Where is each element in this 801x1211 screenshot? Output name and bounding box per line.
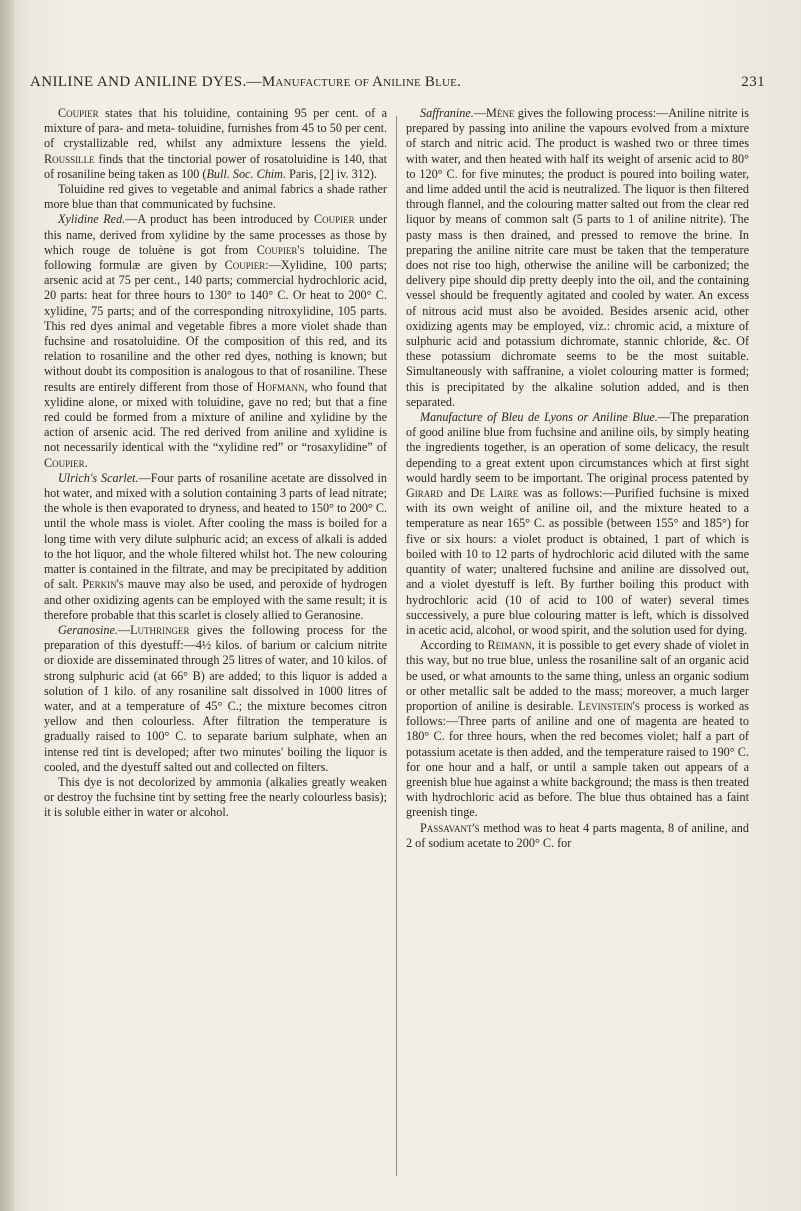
left-column <box>44 106 387 1191</box>
paragraph-ulrichs-scarlet: Ulrich's Scarlet.—Four parts of rosaniline acetate are dissolved in hot water, and mixed with a solution containing 3 parts of lead nitrate; the whole is then evaporated to dryness, and heated to 150° to 200° C. until the whole mass is violet. After cooling the mass is boiled for a long time with very dilute sulphuric acid; an excess of alkali is added to the hot liquor, and the whole filtered whilst hot. The new colouring matter is contained in the filtrate, and may be precipitated by addition of salt. Perkin's mauve may also be used, and peroxide of hydrogen and other oxidizing agents can be employed with the same result; it is therefore probable that this scarlet is closely allied to Geranosine. <box>44 470 387 622</box>
paragraph-reimann-levinstein: According to Reimann, it is possible to get every shade of violet in this way, but no true blue, unless the rosaniline salt of an organic acid be used, or what amounts to the same thing, unless an organic sodium or other metallic salt be added to the mass; moreover, a much larger proportion of aniline is desirable. Levinstein's process is worked as follows:—Three parts of aniline and one of magenta are heated to 180° C. for three hours, when the red becomes violet; half a part of potassium acetate is then added, and the temperature raised to 190° C. for one hour and a half, or until a sample taken out appears of a greenish blue hue against a white background; the mass is then treated with hydrochloric acid as before. The blue thus obtained has a faint greenish tinge. <box>406 638 749 820</box>
running-header <box>30 74 765 96</box>
paragraph-geranosine: Geranosine.—Luthringer gives the following process for the preparation of this dyestuff:—4½ kilos. of barium or calcium nitrite or dioxide are disseminated through 25 litres of water, and 10 kilos. of strong sulphuric acid (at 66° B) are added; to this liquor is added a solution of 1 kilo. of any rosaniline salt dissolved in 1000 litres of water, and at a temperature of 45° C.; the mixture becomes citron yellow and then colourless. After filtration the temperature is gradually raised to 100° C. to separate barium sulphate, when an intense red tint is developed; after two minutes' boiling the liquor is cooled, and the dyestuff salted out and collected on filters. <box>44 622 387 774</box>
paragraph-xylidine-red: Xylidine Red.—A product has been introduced by Coupier under this name, derived from xylidine by the same processes as those by which rouge de toluène is got from Coupier's toluidine. The following formulæ are given by Coupier:—Xylidine, 100 parts; arsenic acid at 75 per cent., 140 parts; commercial hydrochloric acid, 20 parts: heat for three hours to 130° to 140° C. Or heat to 200° C. xylidine, 75 parts; and of the corresponding nitroxylidine, 105 parts. This red dyes animal and vegetable fibres a more violet shade than fuchsine and rosatoluidine. Of the composition of this red, and its relation to rosaniline and the other red dyes, nothing is known; but without doubt its composition is analogous to that of rosaniline. These results are entirely different from those of Hofmann, who found that xylidine alone, or mixed with toluidine, gave no red; but that a fine red could be formed from a mixture of aniline and xylidine by the action of arsenic acid. The red derived from aniline and xylidine is not necessarily identical with the “xylidine red” or “rosaxylidine” of Coupier. <box>44 212 387 470</box>
running-title: ANILINE AND ANILINE DYES. <box>30 74 247 90</box>
column-divider <box>396 116 397 1176</box>
paragraph-bleu-de-lyons: Manufacture of Bleu de Lyons or Aniline Blue.—The preparation of good aniline blue from fuchsine and aniline oils, by simply heating the ingredients together, is an operation of some delicacy, the result depending to a great extent upon circumstances which at first sight would hardly seem to be important. The original process patented by Girard and De Laire was as follows:—Purified fuchsine is mixed with its own weight of aniline oil, and the mixture heated to a temperature as near 165° C. as possible (between 155° and 185°) for five or six hours: a violet product is obtained, 1 part of which is boiled with 10 to 12 parts of hydrochloric acid diluted with the same quantity of water; unaltered fuchsine and aniline are dissolved out, and a violet dyestuff is left. By further boiling this product with hydrochloric acid (10 of acid to 100 of water) several times successively, a pure blue colouring matter is left, which is dissolved in acetic acid, alcohol, or wood spirit, and the solution used for dying. <box>406 410 749 637</box>
paragraph-saffranine: Saffranine.—Mène gives the following process:—Aniline nitrite is prepared by passing into aniline the vapours evolved from a mixture of starch and nitric acid. The product is washed two or three times with water, and then heated with half its weight of arsenic acid to 80° to 120° C. for five minutes; the product is poured into boiling water, and lime added until the acid is neutralized. The liquor is then filtered through flannel, and the colouring matter salted out from the clear red liquor by means of common salt (5 parts to 1 of aniline nitrite). The pasty mass is then drained, and pressed to remove the brine. In preparing the aniline nitrite care must be taken that the temperature does not rise too high, otherwise the aniline will be carbonized; the delivery pipe should dip pretty deeply into the oil, and the containing vessel should be frequently agitated and cooled by water. An excess of nitrous acid must also be avoided. Besides arsenic acid, other oxidizing agents may be employed, viz.: chromic acid, a mixture of sulphuric acid and potassium dichromate, stannic chloride, &c. Of these potassium dichromate seems to be the most suitable. Simultaneously with saffranine, a violet colouring matter is formed; this is precipitated by the alkaline solution added, and is then separated. <box>406 106 749 409</box>
paragraph-passavant: Passavant's method was to heat 4 parts magenta, 8 of aniline, and 2 of sodium acetate to 200° C. for <box>406 820 749 850</box>
section-title: —Manufacture of Aniline Blue. <box>246 74 462 90</box>
paragraph-geranosine-properties: This dye is not decolorized by ammonia (alkalies greatly weaken or destroy the fuchsine tint by setting free the nearly colourless basis); it is soluble either in water or alcohol. <box>44 774 387 820</box>
paragraph-coupier-toluidine: Coupier states that his toluidine, containing 95 per cent. of a mixture of para- and meta- toluidine, furnishes from 45 to 50 per cent. of crystallizable red, whilst any admixture lessens the yield. Roussille finds that the tinctorial power of rosatoluidine is 140, that of rosaniline being taken as 100 (Bull. Soc. Chim. Paris, [2] iv. 312). <box>44 106 387 181</box>
right-column <box>406 106 749 1191</box>
page-number: 231 <box>741 74 765 90</box>
paragraph-toluidine-red: Toluidine red gives to vegetable and animal fabrics a shade rather more blue than that communicated by fuchsine. <box>44 182 387 212</box>
binding-gutter <box>0 0 14 1211</box>
